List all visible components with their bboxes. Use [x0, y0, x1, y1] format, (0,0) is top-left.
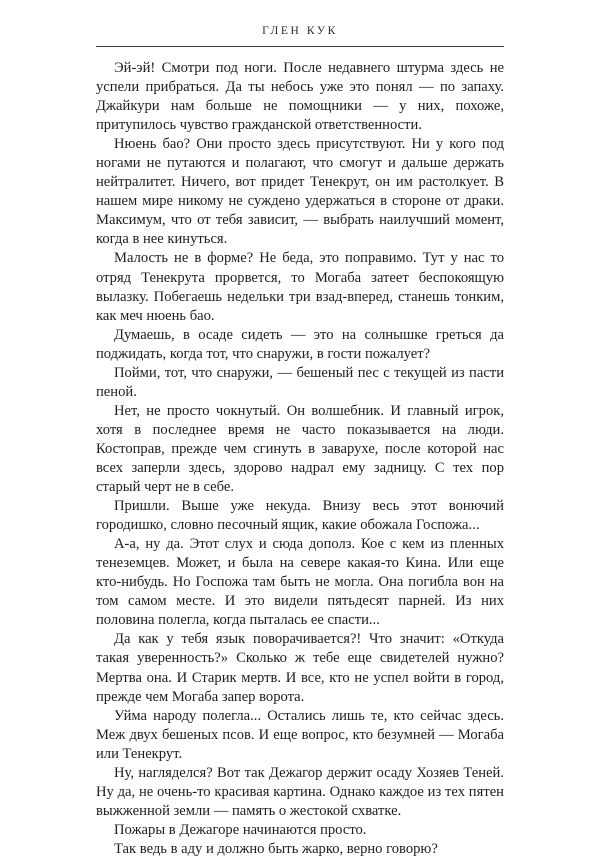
- paragraph: Да как у тебя язык поворачивается?! Что значит: «Откуда такая уверенность?» Сколько ж тебе еще свидетелей нужно? Мертва она. И Старик мертв. И все, кто не успел войти в город, прежде чем Могаба запер ворота.: [96, 631, 504, 705]
- paragraph: Пришли. Выше уже некуда. Внизу весь этот вонючий городишко, словно песочный ящик, какие обожала Госпожа...: [96, 498, 504, 534]
- paragraph: Так ведь в аду и должно быть жарко, верно говорю?: [114, 840, 438, 857]
- paragraph: Пожары в Дежагоре начинаются просто.: [114, 821, 367, 838]
- paragraph: Думаешь, в осаде сидеть — это на солнышке греться да поджидать, когда тот, что снаружи, в гости пожалует?: [96, 326, 504, 362]
- body-text: [96, 59, 504, 859]
- paragraph: Пойми, тот, что снаружи, — бешеный пес с текущей из пасти пеной.: [96, 364, 504, 400]
- paragraph: Нет, не просто чокнутый. Он волшебник. И главный игрок, хотя в последнее время не часто показывается на люди. Костоправ, прежде чем сгинуть в заварухе, после которой нас всех заперли здесь, здорово надрал ему задницу. С тех пор старый черт не в себе.: [96, 402, 504, 496]
- header-rule: [96, 46, 504, 47]
- paragraph: А-а, ну да. Этот слух и сюда дополз. Кое с кем из пленных тенеземцев. Может, и была на севере какая-то Кина. Или еще кто-нибудь. Но Госпожа там быть не могла. Она погибла вон на том самом месте. И это видели пятьдесят парней. Из них половина полегла, когда пыталась ее спасти...: [96, 536, 504, 629]
- paragraph: Эй-эй! Смотри под ноги. После недавнего штурма здесь не успели прибраться. Да ты небось уже это понял — по запаху. Джайкури нам больше не помощники — у них, похоже, притупилось чувство гражданской ответственности.: [96, 60, 504, 134]
- paragraph: Ну, нагляделся? Вот так Дежагор держит осаду Хозяев Теней. Ну да, не очень-то красивая картина. Однако каждое из тех пятен выжженной земли — память о жестокой схватке.: [96, 764, 504, 819]
- paragraph: Нюень бао? Они просто здесь присутствуют. Ни у кого под ногами не путаются и полагают, что смогут и дальше держать нейтралитет. Ничего, вот придет Тенекрут, он им растолкует. В нашем мире никому не суждено удержаться в стороне от драки. Максимум, что от тебя зависит, — выбрать наилучший момент, когда в нее кинуться.: [96, 136, 504, 248]
- running-head: ГЛЕН КУК: [262, 25, 338, 37]
- paragraph: Малость не в форме? Не беда, это поправимо. Тут у нас то отряд Тенекрута прорвется, то Могаба затеет беспокоящую вылазку. Побегаешь недельки три взад-вперед, станешь тонким, как меч нюень бао.: [96, 250, 504, 324]
- paragraph: Уйма народу полегла... Остались лишь те, кто сейчас здесь. Меж двух бешеных псов. И еще вопрос, кто безумней — Могаба или Тенекрут.: [96, 707, 504, 762]
